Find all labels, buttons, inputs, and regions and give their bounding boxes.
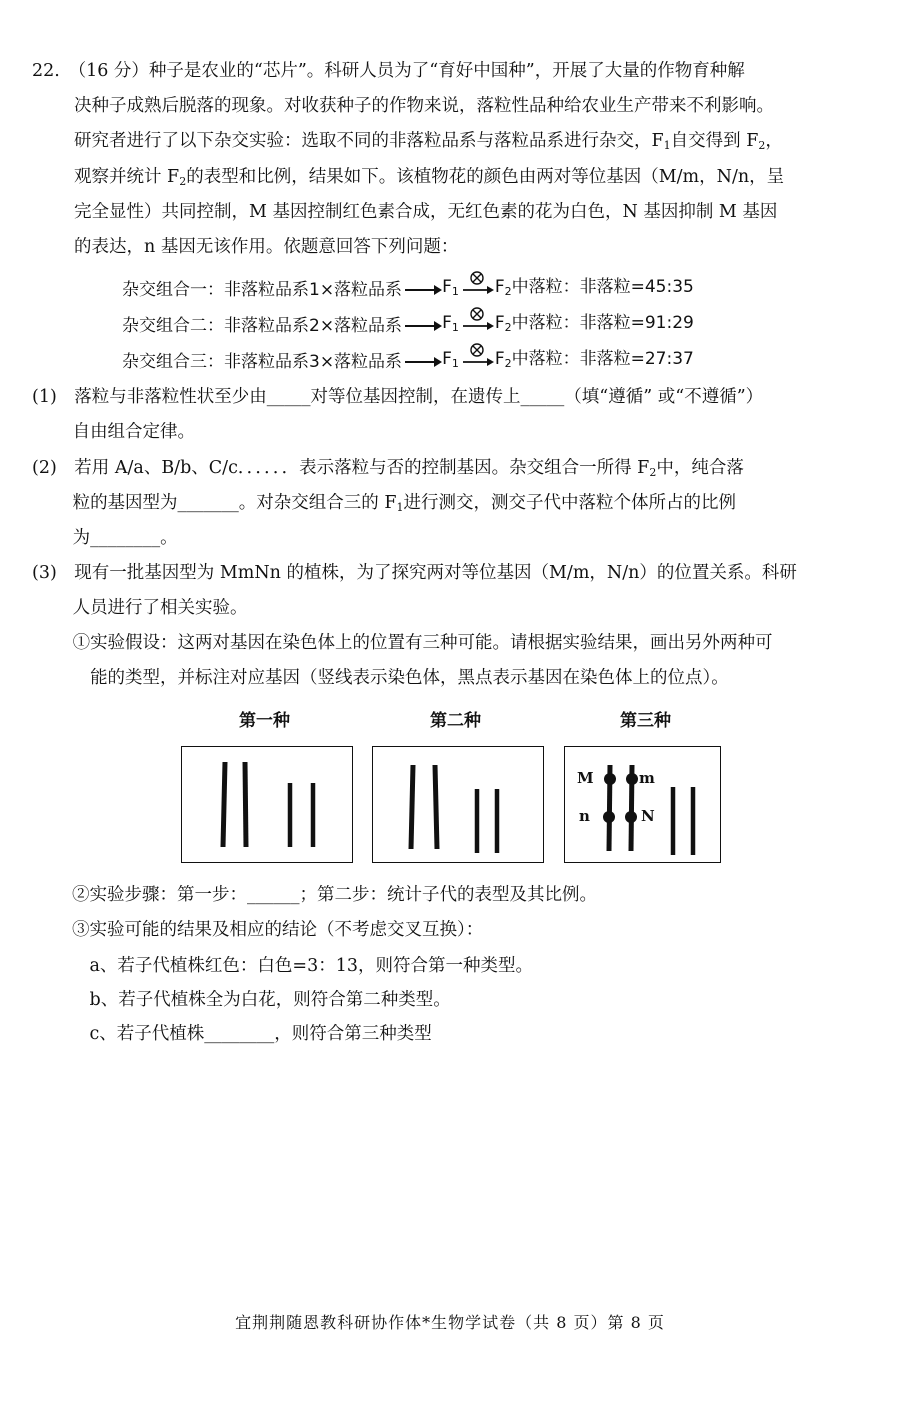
step-line-4: b、若子代植株全为白花，则符合第二种类型。 (72, 990, 451, 1010)
cross-label: 杂交组合一：非落粒品系1×落粒品系 (122, 279, 403, 300)
chromosome-pairs (373, 747, 543, 862)
self-cross-arrow-icon (459, 351, 495, 373)
f2-result: $F_2$中落粒：非落粒=27:37 (494, 349, 694, 370)
self-cross-arrow-icon (459, 315, 495, 337)
f1-label: $F_1$ (442, 277, 459, 298)
f1-label: $F_1$ (442, 349, 459, 370)
q1-line-2: 自由组合定律。 (32, 422, 196, 442)
f2-result: $F_2$中落粒：非落粒=45:35 (494, 277, 694, 298)
q2-line-1: (2) 若用 A/a、B/b、C/c．．．．．．表示落粒与否的控制基因。杂交组合一所得 $F_2$中，纯合落 (32, 458, 744, 479)
step-line-1: ②实验步骤：第一步：______；第二步：统计子代的表型及其比例。 (72, 885, 597, 905)
question-intro-line-4: 观察并统计 $F_2$的表型和比例，结果如下。该植物花的颜色由两对等位基因（M/m，N/n，呈 (74, 167, 785, 188)
cross-combination-1 (122, 276, 694, 303)
step-line-3: a、若子代植株红色：白色=3：13，则符合第一种类型。 (72, 956, 533, 976)
q3-line-1: (3) 现有一批基因型为 MmNn 的植株，为了探究两对等位基因（M/m，N/n）的位置关系。科研 (32, 563, 797, 583)
diagram-caption-3: 第三种 (620, 711, 671, 731)
question-intro-line-6: 的表达，n 基因无该作用。依题意回答下列问题： (74, 237, 459, 257)
f1-label: $F_1$ (442, 313, 459, 334)
gene-label-N: N (641, 807, 655, 825)
cross-combination-2 (122, 312, 694, 339)
question-intro-line-5: 完全显性）共同控制，M 基因控制红色素合成，无红色素的花为白色，N 基因抑制 M 基因 (74, 202, 778, 222)
diagram-caption-1: 第一种 (239, 711, 290, 731)
arrow-icon (402, 315, 442, 337)
q3-line-3: ①实验假设：这两对基因在染色体上的位置有三种可能。请根据实验结果，画出另外两种可 (32, 633, 773, 653)
self-cross-arrow-icon (459, 279, 495, 301)
question-intro-line-3: 研究者进行了以下杂交实验：选取不同的非落粒品系与落粒品系进行杂交，$F_1$自交得到 $F_2$， (74, 131, 783, 152)
chromosome-diagram-1 (181, 746, 353, 863)
q2-line-2: 粒的基因型为_______。对杂交组合三的 $F_1$进行测交，测交子代中落粒个体所占的比例 (32, 493, 737, 514)
gene-label-M: M (577, 769, 594, 787)
step-line-5: c、若子代植株________，则符合第三种类型 (72, 1024, 432, 1044)
arrow-icon (402, 351, 442, 373)
chromosome-diagram-3 (564, 746, 721, 863)
question-intro-line-2: 决种子成熟后脱落的现象。对收获种子的作物来说，落粒性品种给农业生产带来不利影响。 (74, 96, 774, 116)
q1-line-1: (1) 落粒与非落粒性状至少由_____对等位基因控制，在遗传上_____（填“遵循” 或“不遵循”） (32, 387, 764, 407)
diagram-caption-2: 第二种 (430, 711, 481, 731)
gene-label-n: n (579, 807, 590, 825)
step-line-2: ③实验可能的结果及相应的结论（不考虑交叉互换）： (72, 920, 484, 940)
arrow-icon (402, 279, 442, 301)
chromosome-pairs (565, 747, 720, 862)
chromosome-diagram-2 (372, 746, 544, 863)
q3-line-2: 人员进行了相关实验。 (32, 598, 248, 618)
f2-result: $F_2$中落粒：非落粒=91:29 (494, 313, 694, 334)
page-footer: 宜荆荆随恩教科研协作体*生物学试卷（共 8 页）第 8 页 (235, 1313, 665, 1332)
cross-label: 杂交组合三：非落粒品系3×落粒品系 (122, 351, 403, 372)
question-intro-line-1: 22. （16 分）种子是农业的“芯片”。科研人员为了“育好中国种”，开展了大量的作物育种解 (32, 61, 745, 81)
cross-combination-3 (122, 348, 694, 375)
cross-label: 杂交组合二：非落粒品系2×落粒品系 (122, 315, 403, 336)
gene-label-m: m (639, 769, 655, 787)
chromosome-pairs (182, 747, 352, 862)
q3-line-4: 能的类型，并标注对应基因（竖线表示染色体，黑点表示基因在染色体上的位点）。 (32, 668, 729, 688)
q2-line-3: 为________。 (32, 528, 178, 548)
